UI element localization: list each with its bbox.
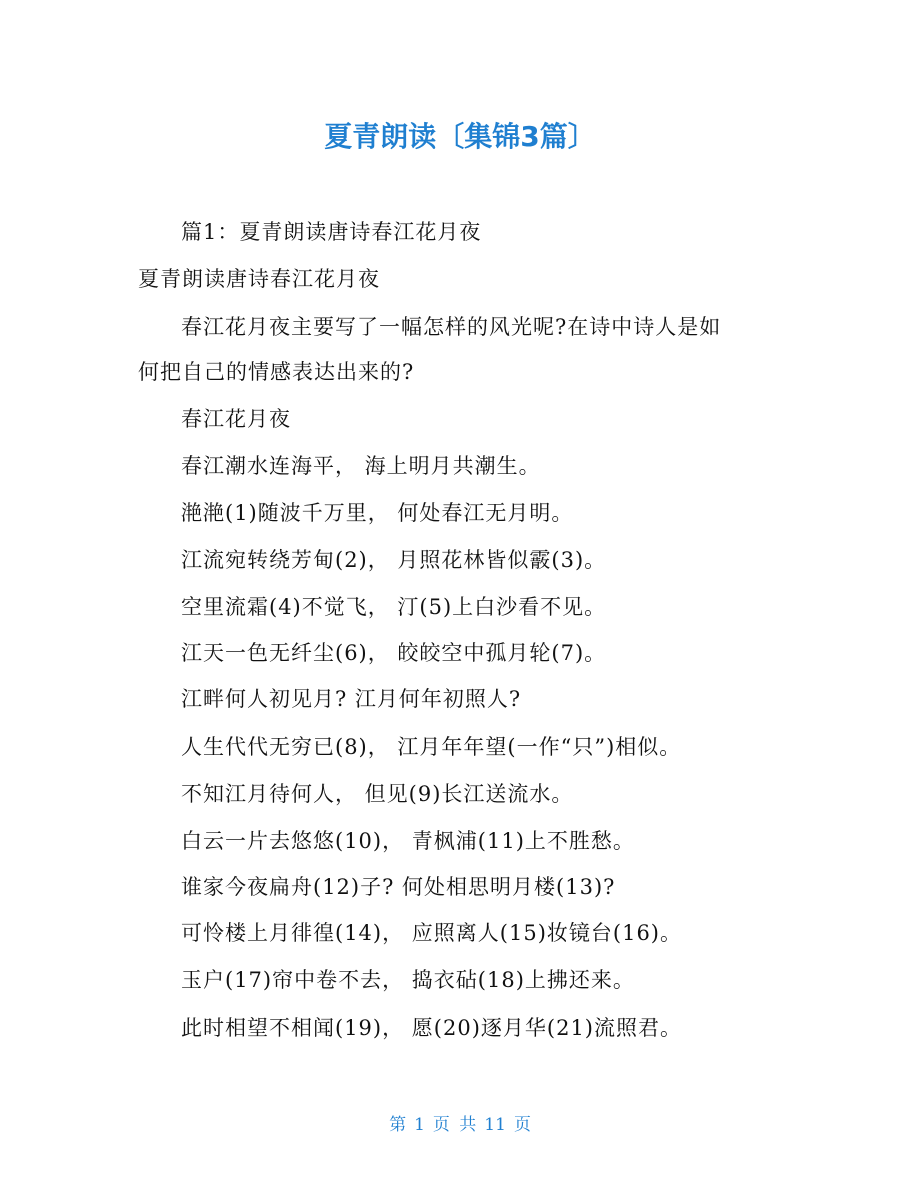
poem-line: 江流宛转绕芳甸(2)， 月照花林皆似霰(3)。 [181, 548, 607, 572]
document-title: 夏青朗读〔集锦3篇〕 [324, 120, 596, 153]
footer-middle: 页 共 [432, 1115, 477, 1135]
footer-total-pages: 11 [484, 1115, 506, 1135]
poem-title: 春江花月夜 [181, 407, 291, 431]
poem-line: 玉户(17)帘中卷不去， 捣衣砧(18)上拂还来。 [181, 968, 635, 992]
poem-line: 白云一片去悠悠(10)， 青枫浦(11)上不胜愁。 [181, 829, 635, 853]
page-footer [0, 1113, 920, 1137]
intro-line-2: 何把自己的情感表达出来的? [138, 360, 415, 384]
poem-line: 江天一色无纤尘(6)， 皎皎空中孤月轮(7)。 [181, 641, 607, 665]
intro-line-1: 春江花月夜主要写了一幅怎样的风光呢?在诗中诗人是如 [181, 315, 722, 339]
footer-suffix: 页 [513, 1115, 531, 1135]
poem-line: 江畔何人初见月? 江月何年初照人? [181, 687, 522, 711]
section-heading: 篇1：夏青朗读唐诗春江花月夜 [181, 220, 482, 244]
poem-line: 谁家今夜扁舟(12)子? 何处相思明月楼(13)? [181, 875, 616, 899]
poem-line: 人生代代无穷已(8)， 江月年年望(一作“只”)相似。 [181, 735, 682, 759]
poem-line: 滟滟(1)随波千万里， 何处春江无月明。 [181, 501, 574, 525]
footer-prefix: 第 [389, 1115, 407, 1135]
poem-line: 春江潮水连海平， 海上明月共潮生。 [181, 454, 541, 478]
poem-line: 可怜楼上月徘徨(14)， 应照离人(15)妆镜台(16)。 [181, 921, 682, 945]
poem-line: 此时相望不相闻(19)， 愿(20)逐月华(21)流照君。 [181, 1016, 682, 1040]
footer-page-number: 1 [414, 1115, 425, 1135]
poem-line: 空里流霜(4)不觉飞， 汀(5)上白沙看不见。 [181, 595, 607, 619]
poem-line: 不知江月待何人， 但见(9)长江送流水。 [181, 782, 574, 806]
subtitle: 夏青朗读唐诗春江花月夜 [138, 267, 380, 291]
